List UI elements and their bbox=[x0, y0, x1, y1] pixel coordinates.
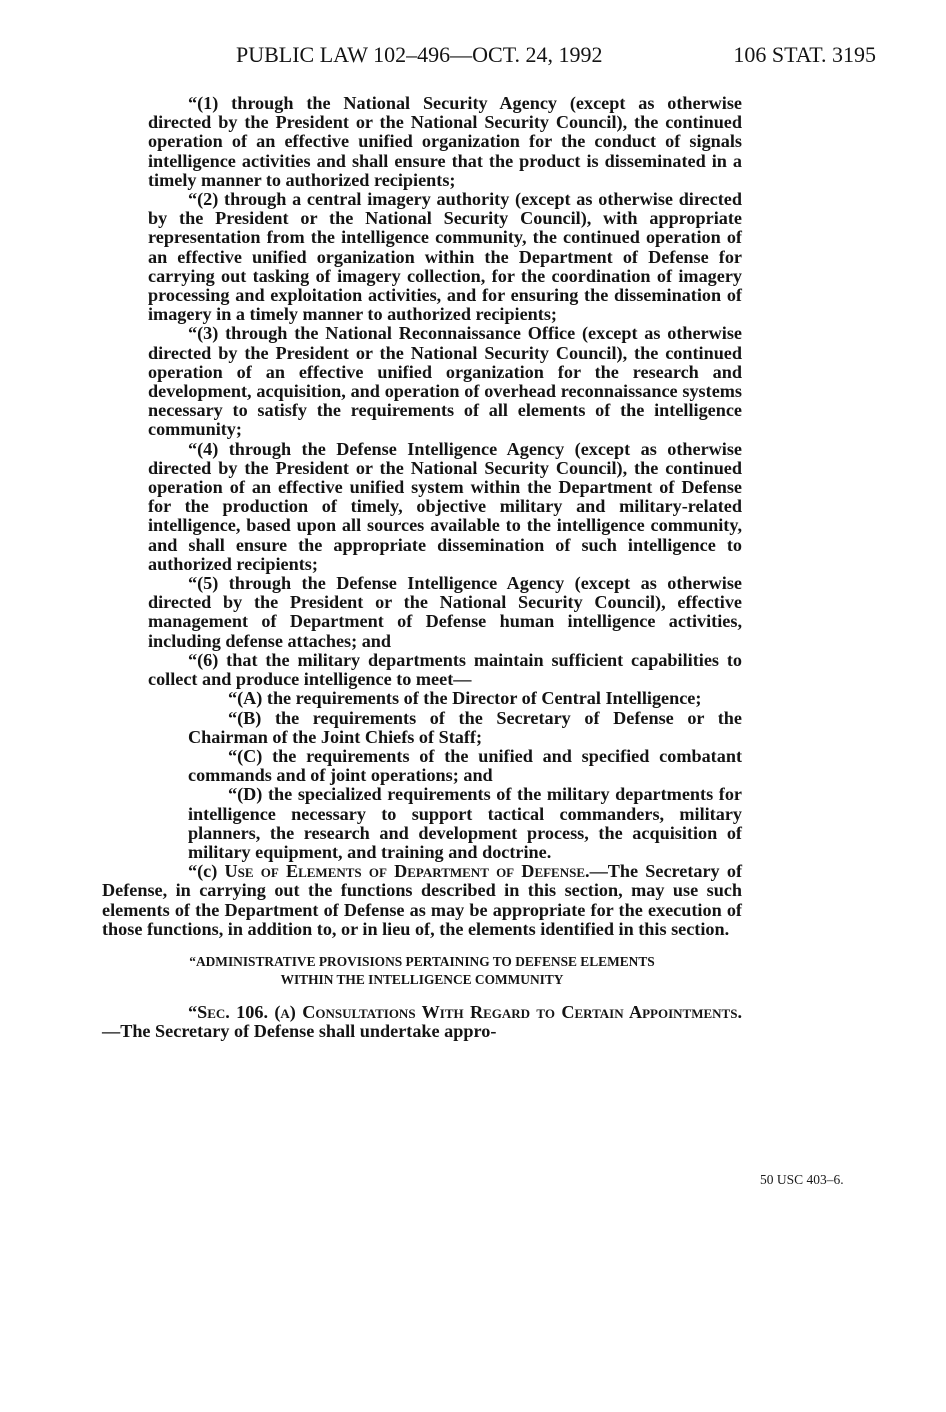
subsection-c-text: —The Secretary of Defense, in carrying out the functions described in this section, may use such elements of the Department of Defense as may be appropriate for the execution of those functions, in addition to, or in lieu of, the elements identified in this section. bbox=[102, 861, 742, 939]
section-heading-line-1: “ADMINISTRATIVE PROVISIONS PERTAINING TO DEFENSE ELEMENTS bbox=[189, 953, 655, 969]
subparagraph-b: “(B) the requirements of the Secretary of Defense or the Chairman of the Joint Chiefs of Staff; bbox=[188, 707, 742, 747]
subsection-c bbox=[102, 862, 742, 939]
public-law-citation: PUBLIC LAW 102–496—OCT. 24, 1992 bbox=[236, 42, 603, 67]
statute-body bbox=[102, 94, 742, 1041]
paragraph-6: “(6) that the military departments maintain sufficient capabilities to collect and produce intelligence to meet— bbox=[148, 649, 742, 690]
paragraph-5: “(5) through the Defense Intelligence Agency (except as otherwise directed by the President or the National Security Council), effective management of Department of Defense human intelligence activities, including defense attaches; and bbox=[148, 573, 742, 651]
running-head bbox=[236, 42, 876, 72]
section-106 bbox=[102, 1003, 742, 1041]
subsection-c-lead: “(c) bbox=[188, 861, 225, 882]
section-heading-line-2: WITHIN THE INTELLIGENCE COMMUNITY bbox=[280, 971, 564, 987]
paragraph-4: “(4) through the Defense Intelligence Agency (except as otherwise directed by the President or the National Security Council), the continued operation of an effective unified system within the Department of Defense for the production of timely, objective military and military-related intelligence, based upon all sources available to the intelligence community, and shall ensure the appropriate dissemination of such intelligence to authorized recipients; bbox=[148, 438, 742, 574]
section-106-title: Consultations With Regard to Certain Appointments. bbox=[302, 1001, 742, 1022]
section-106-text: —The Secretary of Defense shall undertake appro- bbox=[102, 1021, 497, 1042]
section-106-lead: “Sec. 106. (a) bbox=[188, 1001, 303, 1022]
paragraph-1: “(1) through the National Security Agency (except as otherwise directed by the President or the National Security Council), the continued operation of an effective unified organization for the conduct of signals intelligence activities and shall ensure that the product is disseminated in a timely manner to authorized recipients; bbox=[148, 93, 742, 190]
subparagraph-d: “(D) the specialized requirements of the military departments for intelligence necessary to support tactical commanders, military planners, the research and development process, the acquisition of military equipment, and training and doctrine. bbox=[188, 784, 742, 862]
subsection-c-title: Use of Elements of Department of Defense. bbox=[224, 861, 590, 882]
subparagraph-c: “(C) the requirements of the unified and specified combatant commands and of joint operations; and bbox=[188, 745, 742, 786]
subparagraph-a: “(A) the requirements of the Director of Central Intelligence; bbox=[228, 688, 702, 709]
statute-page-number: 106 STAT. 3195 bbox=[733, 42, 876, 67]
usc-margin-citation: 50 USC 403–6. bbox=[760, 1172, 844, 1187]
section-heading bbox=[102, 953, 742, 989]
paragraph-2: “(2) through a central imagery authority (except as otherwise directed by the President or the National Security Council), with appropriate representation from the intelligence community, the continued operation of an effective unified organization within the Department of Defense for carrying out tasking of imagery collection, for the coordination of imagery processing and exploitation activities, and for ensuring the dissemination of imagery in a timely manner to authorized recipients; bbox=[148, 189, 742, 325]
paragraph-3: “(3) through the National Reconnaissance Office (except as otherwise directed by the President or the National Security Council), the continued operation of an effective unified organization for the research and development, acquisition, and operation of overhead reconnaissance systems necessary to satisfy the requirements of all elements of the intelligence community; bbox=[148, 323, 742, 440]
